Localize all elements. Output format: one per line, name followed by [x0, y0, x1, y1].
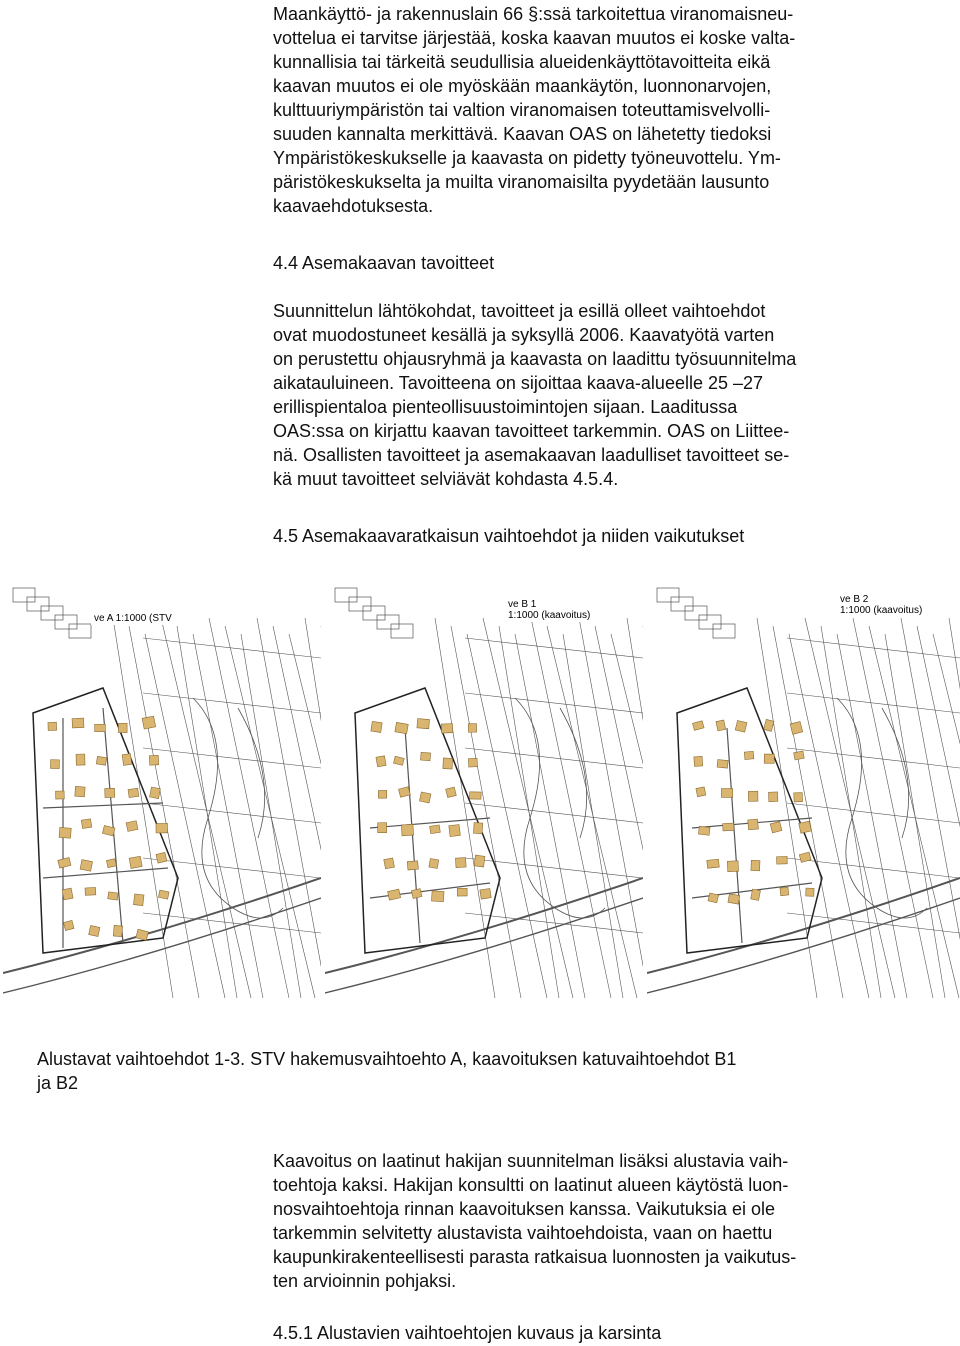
house-footprint [419, 792, 431, 803]
property-line [789, 634, 869, 998]
property-line [579, 618, 643, 998]
house-footprint [717, 760, 728, 769]
house-footprint [473, 823, 482, 834]
house-footprint [126, 821, 138, 832]
house-footprint [751, 889, 761, 900]
house-footprint [777, 856, 788, 864]
property-line [933, 634, 960, 998]
paragraph-objectives [273, 299, 913, 491]
house-footprint [794, 751, 805, 760]
house-footprint [727, 861, 738, 872]
section-heading-4-5: 4.5 Asemakaavaratkaisun vaihtoehdot ja niiden vaikutukset [273, 526, 745, 546]
text-line: Kaavoitus on laatinut hakijan suunnitelman lisäksi alustavia vaih- [273, 1151, 789, 1171]
house-footprint [150, 787, 161, 799]
house-footprint [468, 758, 477, 767]
plan-label [505, 598, 593, 622]
existing-building [657, 588, 679, 602]
text-line: on perustettu ohjausryhmä ja kaavasta on laadittu työsuunnitelma [273, 349, 797, 369]
property-line [901, 618, 960, 998]
section-heading-4-4: 4.4 Asemakaavan tavoitteet [273, 253, 495, 273]
house-footprint [75, 786, 85, 796]
existing-building [13, 588, 35, 602]
house-footprint [149, 755, 158, 765]
house-footprint [378, 790, 386, 798]
house-footprint [118, 723, 127, 732]
house-footprint [129, 856, 142, 868]
paragraph-alternatives [273, 1149, 913, 1293]
property-line [465, 748, 643, 768]
house-footprint [401, 824, 413, 835]
property-line [465, 913, 643, 933]
house-footprint [50, 760, 59, 769]
property-line [143, 858, 321, 878]
property-line [787, 803, 960, 823]
road-edge [647, 878, 960, 973]
property-line [143, 913, 321, 933]
property-line [143, 748, 321, 768]
house-footprint [48, 722, 57, 730]
existing-building [671, 597, 693, 611]
house-footprint [431, 891, 444, 902]
plan-label-line: 1:1000 (kaavoitus) [840, 605, 923, 616]
house-footprint [806, 888, 814, 896]
house-footprint [95, 724, 106, 731]
house-footprint [751, 860, 760, 871]
house-footprint [80, 860, 92, 872]
text-line: Maankäyttö- ja rakennuslain 66 §:ssä tarkoitettua viranomaisneu- [273, 4, 794, 24]
plan-label-line: ve B 2 [840, 594, 869, 605]
text-line: aikatauluineen. Tavoitteena on sijoittaa kaava-alueelle 25 –27 [273, 373, 764, 393]
text-line: nä. Osallisten tavoitteet ja asemakaavan laadulliset tavoitteet se- [273, 445, 790, 465]
house-footprint [430, 825, 441, 834]
street-line [727, 728, 742, 943]
house-footprint [799, 821, 812, 833]
house-footprint [108, 892, 119, 900]
house-footprint [136, 929, 149, 940]
house-footprint [744, 751, 754, 759]
property-line [465, 858, 643, 878]
property-line [787, 748, 960, 768]
plan-map-ve-a [3, 578, 321, 1028]
property-line [209, 618, 289, 998]
property-line [563, 634, 623, 998]
house-footprint [122, 754, 132, 766]
house-footprint [407, 861, 418, 870]
property-line [547, 626, 637, 998]
property-line [627, 618, 643, 998]
house-footprint [411, 889, 422, 899]
house-footprint [449, 825, 461, 837]
property-line [225, 626, 315, 998]
house-footprint [728, 894, 740, 904]
text-line: kunnallisia tai tärkeitä seudullisia alueidenkäyttötavoitteita eikä [273, 52, 771, 72]
text-line: erillispientaloa pienteollisuustoimintojen sijaan. Laaditussa [273, 397, 738, 417]
property-line [273, 626, 321, 998]
caption-line: Alustavat vaihtoehdot 1-3. STV hakemusvaihtoehto A, kaavoituksen katuvaihtoehdot B1 [37, 1049, 737, 1069]
house-footprint [696, 787, 706, 797]
property-line [949, 618, 960, 998]
property-line [483, 618, 573, 998]
existing-building [69, 624, 91, 638]
property-line [257, 618, 321, 998]
house-footprint [59, 827, 71, 838]
paragraph-consultation [273, 2, 913, 218]
house-footprint [474, 855, 485, 867]
property-line [787, 858, 960, 878]
house-footprint [399, 787, 411, 798]
plan-label [837, 593, 925, 617]
site-plan-drawing [3, 578, 321, 1028]
site-plan-drawing [647, 578, 960, 1028]
property-line [145, 634, 225, 998]
house-footprint [420, 752, 430, 760]
house-footprint [693, 721, 705, 731]
street-line [43, 803, 163, 808]
existing-building [685, 606, 707, 620]
property-line [595, 626, 643, 998]
text-line: kaavan muutos ei ole myöskään maankäytön, luonnonarvojen, [273, 76, 772, 96]
house-footprint [376, 756, 386, 767]
house-footprint [764, 754, 774, 763]
house-footprint [63, 920, 73, 930]
text-line: Suunnittelun lähtökohdat, tavoitteet ja esillä olleet vaihtoehdot [273, 301, 766, 321]
street-line [43, 868, 168, 878]
house-footprint [457, 888, 467, 896]
existing-building [377, 615, 399, 629]
house-footprint [96, 756, 106, 765]
caption-line: ja B2 [37, 1073, 79, 1093]
house-footprint [85, 887, 96, 895]
property-line [531, 618, 611, 998]
property-line [821, 626, 881, 998]
property-line [465, 803, 643, 823]
house-footprint [441, 724, 452, 733]
property-line [885, 634, 945, 998]
property-line [869, 626, 959, 998]
house-footprint [113, 925, 122, 936]
house-footprint [446, 787, 457, 797]
house-footprint [128, 788, 139, 797]
text-line: nosvaihtoehtoja rinnan kaavoituksen kanssa. Vaikutuksia ei ole [273, 1199, 775, 1219]
existing-building [41, 606, 63, 620]
house-footprint [133, 894, 144, 906]
house-footprint [694, 756, 703, 766]
house-footprint [384, 858, 395, 869]
house-footprint [158, 890, 169, 899]
existing-building [699, 615, 721, 629]
text-line: päristökeskukselta ja muilta viranomaisilta pyydetään lausunto [273, 172, 770, 192]
property-line [787, 638, 960, 658]
house-footprint [468, 724, 476, 733]
house-footprint [455, 858, 466, 868]
house-footprint [81, 819, 91, 829]
property-line [161, 618, 251, 998]
text-line: ovat muodostuneet kesällä ja syksyllä 2006. Kaavatyötä varten [273, 325, 775, 345]
existing-building [713, 624, 735, 638]
street-line [370, 883, 490, 898]
existing-building [27, 597, 49, 611]
house-footprint [480, 888, 491, 899]
text-line: suuden kannalta merkittävä. Kaavan OAS on lähetetty tiedoksi [273, 124, 772, 144]
house-footprint [790, 721, 803, 734]
house-footprint [794, 793, 803, 802]
plan-label-line: ve B 1 [508, 599, 537, 610]
text-line: toehtoja kaksi. Hakijan konsultti on laatinut alueen käytöstä luon- [273, 1175, 789, 1195]
house-footprint [698, 826, 710, 835]
house-footprint [723, 823, 734, 831]
house-footprint [76, 754, 85, 765]
house-footprint [417, 719, 430, 729]
house-footprint [780, 887, 789, 896]
house-footprint [770, 822, 782, 833]
house-footprint [388, 889, 401, 900]
property-line [143, 803, 321, 823]
text-line: Ympäristökeskukselle ja kaavasta on pidetty työneuvottelu. Ym- [273, 148, 781, 168]
section-heading-4-5-1: 4.5.1 Alustavien vaihtoehtojen kuvaus ja karsinta [273, 1323, 662, 1343]
plan-label [91, 612, 175, 625]
text-line: OAS:ssa on kirjattu kaavan tavoitteet tarkemmin. OAS on Liittee- [273, 421, 790, 441]
existing-building [391, 624, 413, 638]
house-footprint [72, 718, 84, 728]
text-line: kaavaehdotuksesta. [273, 196, 434, 216]
text-line: kä muut tavoitteet selviävät kohdasta 4.5.4. [273, 469, 619, 489]
house-footprint [56, 791, 65, 799]
house-footprint [105, 788, 115, 797]
property-line [787, 693, 960, 713]
text-line: vottelua ei tarvitse järjestää, koska kaavan muutos ei koske valta- [273, 28, 796, 48]
house-footprint [371, 721, 382, 732]
house-footprint [716, 720, 726, 731]
property-line [853, 618, 933, 998]
house-footprint [721, 788, 732, 797]
road-edge [3, 898, 321, 993]
text-line: tarkemmin selvitetty alustavista vaihtoehdoista, vaan on haettu [273, 1223, 773, 1243]
house-footprint [748, 791, 758, 801]
property-line [467, 634, 547, 998]
property-line [917, 626, 960, 998]
text-line: kulttuuriympäristön tai valtion viranomaisen toteuttamisvelvolli- [273, 100, 771, 120]
existing-building [349, 597, 371, 611]
property-line [805, 618, 895, 998]
existing-building [335, 588, 357, 602]
street-line [103, 708, 123, 943]
text-line: ten arvioinnin pohjaksi. [273, 1271, 457, 1291]
house-footprint [378, 823, 387, 833]
plan-map-ve-b1 [325, 578, 643, 1028]
house-footprint [394, 756, 405, 765]
house-footprint [142, 716, 156, 729]
house-footprint [89, 926, 100, 937]
house-footprint [62, 888, 73, 900]
plan-map-ve-b2 [647, 578, 960, 1028]
house-footprint [764, 719, 774, 731]
house-footprint [156, 852, 167, 863]
plan-label-line: ve A 1:1000 (STV [94, 613, 172, 624]
existing-building [363, 606, 385, 620]
house-footprint [429, 859, 439, 869]
property-line [305, 618, 321, 998]
plan-alternatives-figure [0, 578, 960, 1028]
property-line [465, 693, 643, 713]
property-line [143, 693, 321, 713]
text-line: kaupunkirakenteellisesti parasta ratkaisua luonnosten ja vaikutus- [273, 1247, 797, 1267]
house-footprint [58, 857, 71, 868]
existing-building [55, 615, 77, 629]
house-footprint [106, 859, 116, 868]
plan-label-line: 1:1000 (kaavoitus) [508, 610, 591, 621]
road-edge [325, 898, 643, 993]
house-footprint [395, 722, 408, 733]
house-footprint [769, 792, 778, 802]
house-footprint [708, 893, 719, 903]
house-footprint [443, 758, 453, 769]
property-line [241, 634, 301, 998]
house-footprint [748, 819, 759, 830]
figure-caption [37, 1047, 736, 1095]
house-footprint [156, 823, 168, 833]
house-footprint [735, 720, 747, 732]
house-footprint [707, 859, 719, 868]
house-footprint [470, 792, 482, 799]
site-plan-drawing [325, 578, 643, 1028]
